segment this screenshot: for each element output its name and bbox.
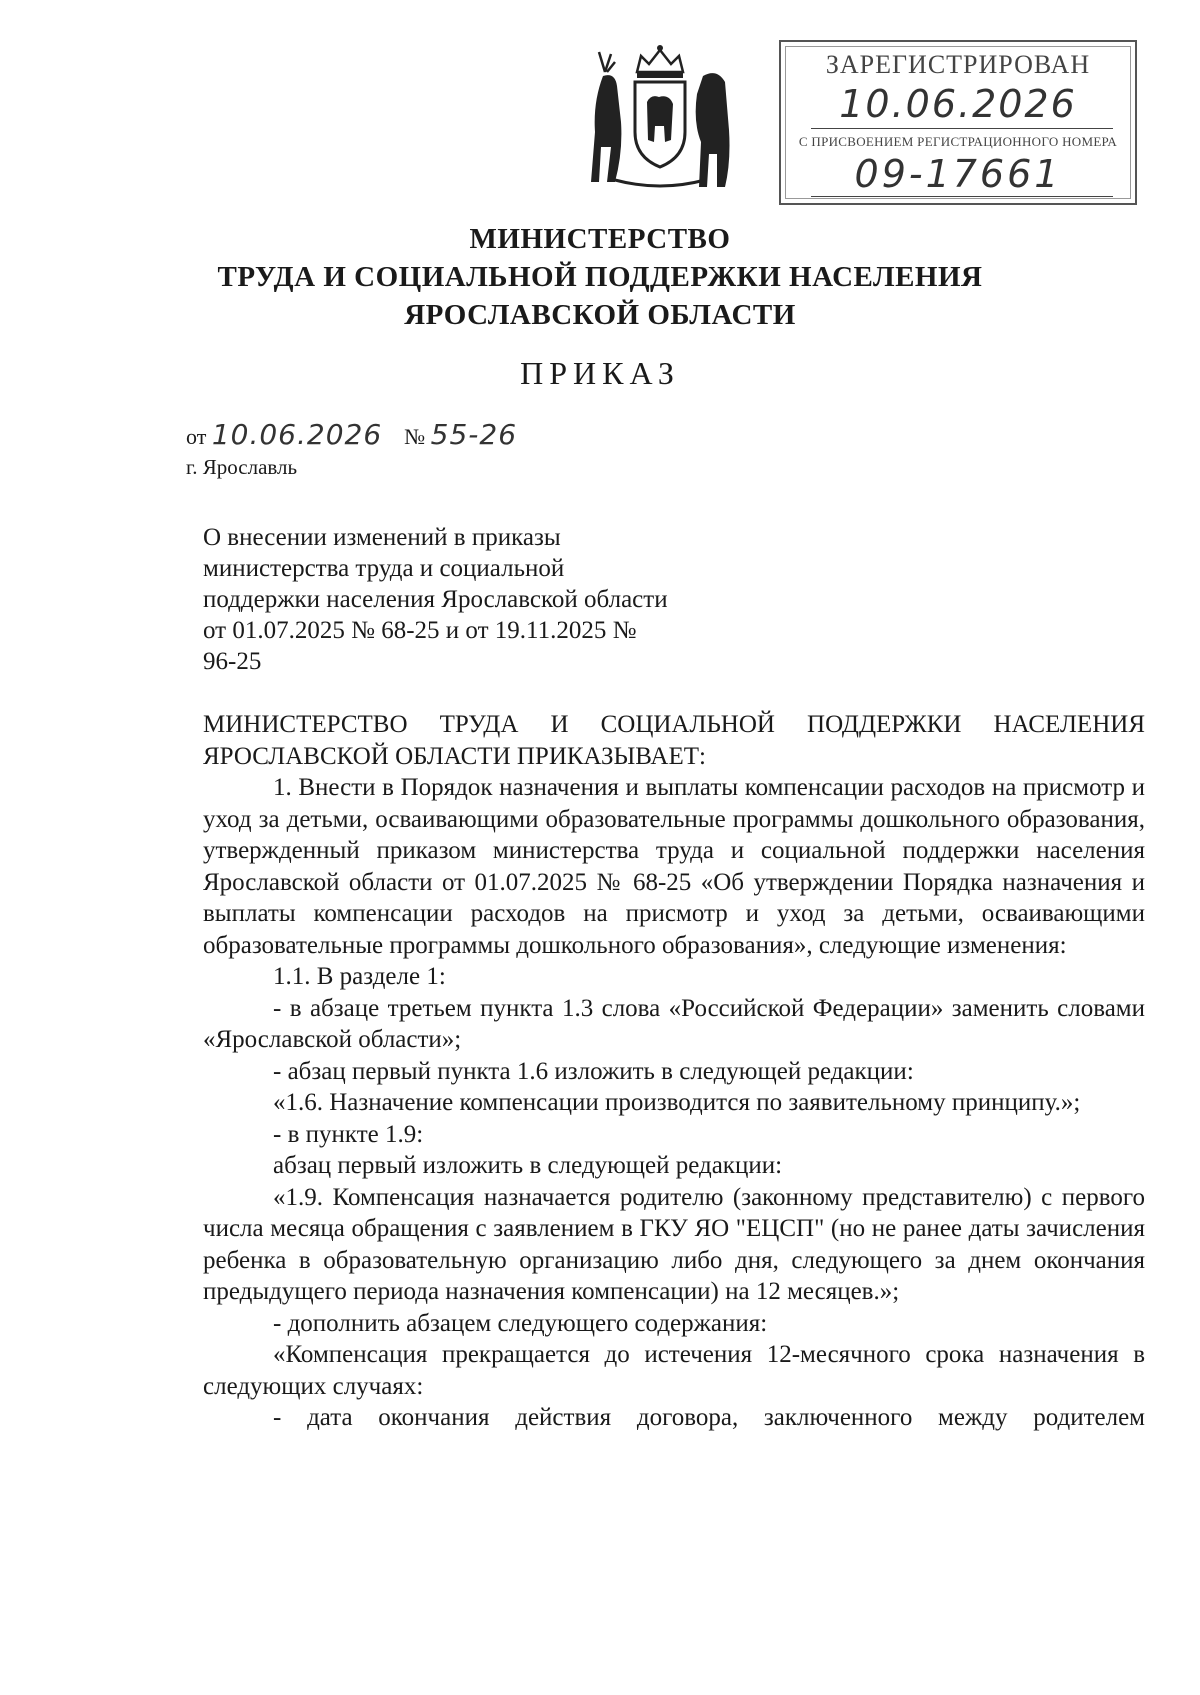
ministry-line: МИНИСТЕРСТВО bbox=[469, 223, 731, 255]
order-date: 10.06.2026 bbox=[211, 418, 383, 451]
body-paragraph: - абзац первый пункта 1.6 изложить в следующей редакции: bbox=[273, 1057, 914, 1085]
stamp-divider bbox=[811, 196, 1113, 197]
body-paragraph: абзац первый изложить в следующей редакции: bbox=[273, 1152, 783, 1179]
yaroslavl-coat-of-arms-icon bbox=[585, 42, 735, 197]
stamp-divider bbox=[811, 128, 1113, 129]
from-label: от bbox=[186, 424, 207, 449]
stamp-registration-number: 09-17661 bbox=[854, 152, 1062, 196]
body-paragraph: 1.1. В разделе 1: bbox=[273, 963, 446, 990]
body-paragraph: «1.6. Назначение компенсации производится по заявительному принципу.»; bbox=[273, 1089, 1081, 1116]
order-date-line bbox=[186, 418, 517, 451]
number-label: № bbox=[404, 424, 426, 449]
registration-stamp bbox=[779, 40, 1137, 205]
ministry-header bbox=[0, 220, 1200, 334]
body-paragraph: «1.9. Компенсация назначается родителю (законному представителю) с первого числа месяца обращения с заявлением в ГКУ ЯО "ЕЦСП" (но не ранее даты зачисления ребенка в образовательную организацию либо дня, следующего за днем окончания предыдущего периода назначения компенсации) на 12 месяцев.»; bbox=[203, 1183, 1145, 1305]
body-paragraph: - в пункте 1.9: bbox=[273, 1120, 424, 1148]
body-paragraph: 1. Внести в Порядок назначения и выплаты компенсации расходов на присмотр и уход за детьми, осваивающими образовательные программы дошкольного образования, утвержденный приказом министерства труда и социальной поддержки населения Ярославской области от 01.07.2025 № 68-25 «Об утверждении Порядка назначения и выплаты компенсации расходов на присмотр и уход за детьми, осваивающими образовательные программы дошкольного образования», следующие изменения: bbox=[203, 774, 1145, 959]
body-paragraph: - дата окончания действия договора, заключенного между родителем bbox=[273, 1404, 1145, 1431]
document-type-title: ПРИКАЗ bbox=[520, 355, 680, 391]
order-number: 55-26 bbox=[430, 418, 518, 451]
order-city: г. Ярославль bbox=[186, 455, 298, 479]
body-paragraph: - дополнить абзацем следующего содержания: bbox=[273, 1309, 768, 1337]
body-paragraph: - в абзаце третьем пункта 1.3 слова «Российской Федерации» заменить словами «Ярославской области»; bbox=[203, 994, 1145, 1053]
ministry-line: ЯРОСЛАВСКОЙ ОБЛАСТИ bbox=[404, 299, 796, 331]
body-paragraph: «Компенсация прекращается до истечения 12-месячного срока назначения в следующих случаях: bbox=[203, 1341, 1145, 1400]
stamp-caption: С ПРИСВОЕНИЕМ РЕГИСТРАЦИОННОГО НОМЕРА bbox=[798, 134, 1118, 149]
body-paragraph: МИНИСТЕРСТВО ТРУДА И СОЦИАЛЬНОЙ ПОДДЕРЖКИ НАСЕЛЕНИЯ ЯРОСЛАВСКОЙ ОБЛАСТИ ПРИКАЗЫВАЕТ: bbox=[203, 711, 1145, 770]
stamp-title: ЗАРЕГИСТРИРОВАН bbox=[825, 50, 1091, 79]
stamp-date: 10.06.2026 bbox=[839, 82, 1077, 126]
order-body bbox=[203, 709, 1145, 1434]
ministry-line: ТРУДА И СОЦИАЛЬНОЙ ПОДДЕРЖКИ НАСЕЛЕНИЯ bbox=[217, 261, 983, 293]
order-subject: О внесении изменений в приказы министерства труда и социальной поддержки населения Ярославской области от 01.07.2025 № 68-25 и от 19.11.2025 № 96-25 bbox=[203, 524, 668, 675]
